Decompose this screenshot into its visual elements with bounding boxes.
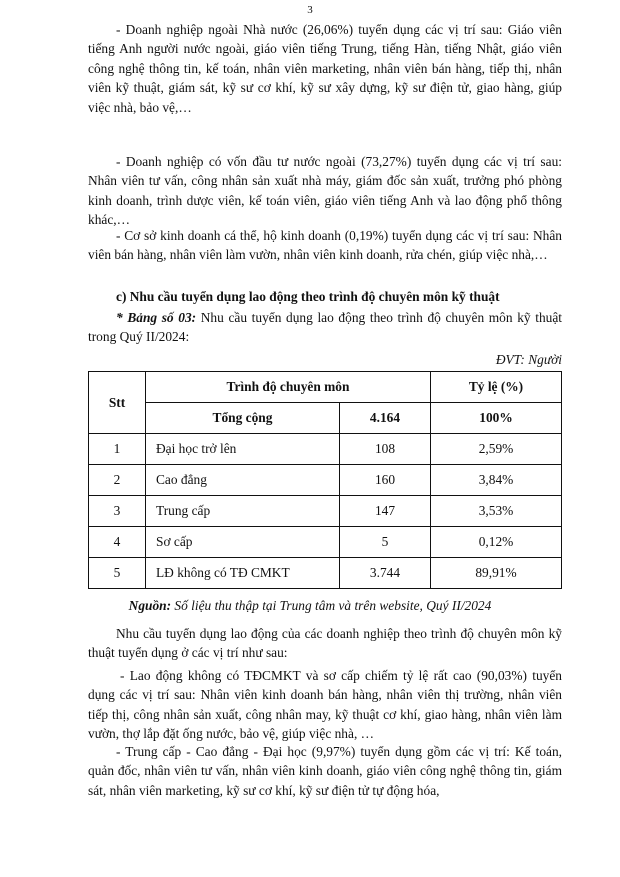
row-ratio: 3,53% [431,496,562,527]
table-row [89,558,562,589]
section-heading: c) Nhu cầu tuyển dụng lao động theo trình độ chuyên môn kỹ thuật [116,289,500,304]
table-row [89,527,562,558]
header-level: Trình độ chuyên môn [146,372,431,403]
row-level: Sơ cấp [146,527,340,558]
row-stt: 4 [89,527,146,558]
total-label: Tổng cộng [146,403,340,434]
row-ratio: 0,12% [431,527,562,558]
row-ratio: 89,91% [431,558,562,589]
table-row [89,465,562,496]
table-row [89,496,562,527]
paragraph-household-business: - Cơ sở kinh doanh cá thể, hộ kinh doanh (0,19%) tuyển dụng các vị trí sau: Nhân viên bán hàng, nhân viên làm vườn, nhân viên kinh doanh, rửa chén, giúp việc nhà,… [88,228,562,263]
table-row [89,434,562,465]
table-caption [88,308,562,347]
unit-label: ĐVT: Người [495,352,562,367]
header-stt: Stt [89,372,146,434]
table-caption-text: Nhu cầu tuyển dụng lao động theo trình độ chuyên môn kỹ thuật trong Quý II/2024: [88,310,563,345]
paragraph-foreign-enterprises: - Doanh nghiệp có vốn đầu tư nước ngoài (73,27%) tuyển dụng các vị trí sau: Nhân viên tư vấn, công nhân sản xuất nhà máy, giám đốc sản xuất, trưởng phó phòng kinh doanh, trình dược viên, kế toán viên, giáo viên tiếng Anh và lao động phổ thông khác,… [88,154,562,228]
row-level: Trung cấp [146,496,340,527]
row-count: 160 [340,465,431,496]
row-stt: 3 [89,496,146,527]
row-ratio: 2,59% [431,434,562,465]
row-level: LĐ không có TĐ CMKT [146,558,340,589]
row-stt: 2 [89,465,146,496]
row-stt: 5 [89,558,146,589]
source-note [0,598,620,614]
row-count: 3.744 [340,558,431,589]
row-stt: 1 [89,434,146,465]
row-ratio: 3,84% [431,465,562,496]
paragraph-non-state-enterprises: - Doanh nghiệp ngoài Nhà nước (26,06%) tuyển dụng các vị trí sau: Giáo viên tiếng Anh người nước ngoài, giáo viên tiếng Trung, tiếng Hàn, tiếng Nhật, giáo viên công nghệ thông tin, kế toán, nhân viên marketing, nhân viên bán hàng, tiếp thị, nhân viên kỹ thuật, giám sát, kỹ sư cơ khí, kỹ sư xây dựng, kỹ sư điện tử, giao hàng, giúp việc nhà, bảo vệ,… [88,22,562,115]
total-count: 4.164 [340,403,431,434]
row-level: Cao đẳng [146,465,340,496]
source-text: Số liệu thu thập tại Trung tâm và trên website, Quý II/2024 [171,598,492,613]
header-ratio: Tỷ lệ (%) [431,372,562,403]
table-header-row [89,372,562,403]
paragraph-skilled: - Trung cấp - Cao đẳng - Đại học (9,97%) tuyển dụng gồm các vị trí: Kế toán, quản đốc, nhân viên tư vấn, nhân viên kinh doanh, giáo viên công nghệ thông tin, giám sát, nhân viên marketing, kỹ sư cơ khí, kỹ sư điện tử tự động hóa, [88,744,562,798]
paragraph-intro: Nhu cầu tuyển dụng lao động của các doanh nghiệp theo trình độ chuyên môn kỹ thuật tuyển dụng ở các vị trí như sau: [88,626,562,661]
paragraph-unskilled: - Lao động không có TĐCMKT và sơ cấp chiếm tỷ lệ rất cao (90,03%) tuyển dụng các vị trí sau: Nhân viên kinh doanh bán hàng, nhân viên thị trường, nhân viên tiếp thị, công nhân sản xuất, công nhân may, kỹ thuật cơ khí, giao hàng, nhân viên làm vườn, thợ lắp đặt ống nước, bảo vệ, giúp việc nhà, … [88,668,562,742]
table-total-row [89,403,562,434]
source-label: Nguồn: [128,598,172,613]
row-count: 108 [340,434,431,465]
page-number: 3 [307,4,313,16]
row-count: 147 [340,496,431,527]
row-count: 5 [340,527,431,558]
data-table [88,371,562,589]
table-caption-label: * Bảng số 03: [116,310,197,325]
total-ratio: 100% [431,403,562,434]
row-level: Đại học trở lên [146,434,340,465]
